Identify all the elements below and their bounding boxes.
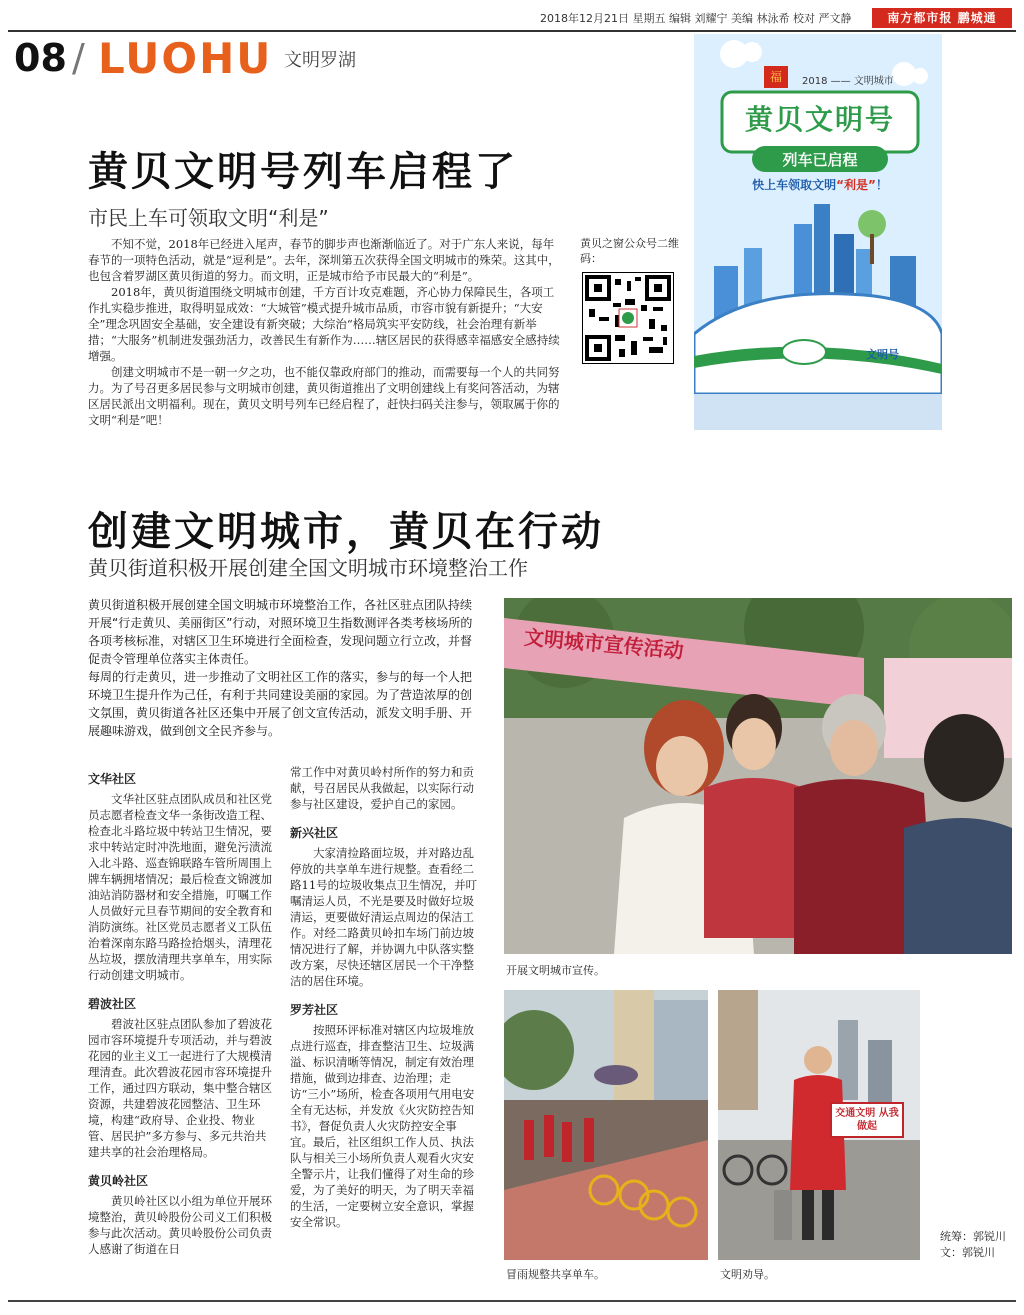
community-heading: 文华社区 [88, 772, 137, 786]
poster-slogan-prefix: 快上车领取文明 [752, 178, 837, 192]
community-heading: 罗芳社区 [290, 1003, 339, 1017]
community-text: 常工作中对黄贝岭村所作的努力和贡献，号召居民从我做起，以实际行动参与社区建设，爱护自己的家园。 [290, 765, 474, 811]
photo-sign-text: 交通文明 从我做起 [830, 1102, 904, 1138]
section-name: 文明罗湖 [284, 50, 356, 71]
poster-title: 黄贝文明号 [744, 103, 895, 136]
qr-code [582, 272, 674, 364]
article1-paragraph: 2018年，黄贝街道围绕文明城市创建，千方百计攻克难题，齐心协力保障民生，各项工作扎实稳步推进，取得明显成效：“大城管”模式提升城市品质，市容市貌有新提升；“大安全”理念巩固安全基础，安全建设有新突破；大综治“格局筑实平安防线，社会治理有新举措；“大服务”机制进发强劲活力，改善民生有新作为……辖区居民的获得感幸福感安全感持续增强。 [88, 285, 560, 363]
photo-banner-text: 文明城市宣传活动 [523, 625, 685, 663]
photo-bikes-scene [504, 990, 708, 1260]
lead-paragraph: 黄贝街道积极开展创建全国文明城市环境整治工作，各社区驻点团队持续开展“行走黄贝、美丽街区”行动，对照环境卫生指数测评各类考核场所的各项考核标准，对辖区卫生环境进行全面检查，发现问题立行立改，并督促责令管理单位落实主体责任。 [88, 598, 473, 666]
article1-subtitle: 市民上车可领取文明“利是” [88, 206, 329, 230]
poster-slogan [730, 176, 910, 193]
lead-paragraph: 每周的行走黄贝，进一步推动了文明社区工作的落实，参与的每一个人把环境卫生提升作为己任，有利于共同建设美丽的家园。为了营造浓厚的创文氛围，黄贝街道各社区还集中开展了创文宣传活动，派发文明手册、开展趣味游戏，做到创文全民齐参与。 [88, 670, 473, 738]
slash-divider: / [72, 36, 85, 80]
date-editor-line: 2018年12月21日 星期五 编辑 刘耀宁 美编 林泳希 校对 严文静 [540, 12, 852, 25]
photo-promotion [504, 598, 1012, 954]
article1-paragraph: 不知不觉，2018年已经进入尾声，春节的脚步声也渐渐临近了。对于广东人来说，每年春节的一项特色活动，就是“逗利是”。去年，深圳第五次获得全国文明城市的殊荣。这其中，也包含着罗湖区黄贝街道的努力。而文明，正是城市给予市民最大的“利是”。 [88, 237, 560, 283]
poster-year-line: 2018 —— 文明城市 [802, 76, 894, 87]
caption-bikes-photo: 冒雨规整共享单车。 [506, 1268, 605, 1281]
poster-subtitle: 列车已启程 [782, 151, 858, 169]
community-text: 大家清捡路面垃圾，并对路边乱停放的共享单车进行规整。查看经二路11号的垃圾收集点卫生情况，并叮嘱清运人员，不光是要及时做好垃圾清运，更要做好清运点周边的保洁工作。对经二路黄贝岭扣车场门前边坡情况进行了解，并协调九中队落实整改方案，尽快还辖区居民一个干净整洁的居住环境。 [290, 846, 478, 988]
qr-caption: 黄贝之窗公众号二维码： [580, 237, 679, 265]
column-2 [290, 764, 478, 1230]
poster-image [694, 34, 942, 430]
community-heading: 碧波社区 [88, 997, 137, 1011]
column-1 [88, 762, 276, 1257]
community-text: 按照环评标准对辖区内垃圾堆放点进行巡查，排查整洁卫生、垃圾满溢、标识清晰等情况，制定有效治理措施，做到边排查、边治理；走访“三小”场所，检查各项用气用电安全有无达标，并发放《火灾防控告知书》，督促负责人火灾防控安全事宜。最后，社区组织工作人员、执法队与相关三小场所负责人观看火灾安全警示片，让我们懂得了对生命的珍爱，为了美好的明天，为了明天幸福的生活，一定要树立安全意识，掌握安全常识。 [290, 1023, 475, 1229]
credit-coordinator: 统筹：郭锐川 [940, 1230, 1006, 1243]
article1-title: 黄贝文明号列车启程了 [88, 148, 518, 195]
photo-civility-guide [718, 990, 920, 1260]
footer-rule [8, 1300, 1016, 1302]
community-text: 黄贝岭社区以小组为单位开展环境整治，黄贝岭股份公司义工们积极参与此次活动。黄贝岭股份公司负责人感谢了街道在日 [88, 1194, 272, 1256]
credit-writer: 文：郭锐川 [940, 1246, 995, 1259]
header-rule [8, 30, 1016, 32]
article1-body [88, 236, 564, 428]
page-number: 08 [14, 36, 67, 80]
poster-fu-badge: 福 [764, 66, 788, 88]
article2-lead [88, 596, 480, 740]
community-text: 碧波社区驻点团队参加了碧波花园市容环境提升专项活动，并与碧波花园的业主义工一起进行了大规模清理清查。此次碧波花园市容环境提升工作，通过四方联动，集中整合辖区资源，共建碧波花园整洁、卫生环境，构建“政府导、企业投、物业管、居民护”多方参与、多元共治共建共享的社会治理格局。 [88, 1017, 272, 1159]
article1-paragraph: 创建文明城市不是一朝一夕之功，也不能仅靠政府部门的推动，而需要每一个人的共同努力。为了号召更多居民参与文明城市创建，黄贝街道推出了文明创建线上有奖问答活动，为辖区居民派出文明福利。现在，黄贝文明号列车已经启程了，赶快扫码关注参与，领取属于你的文明“利是”吧！ [88, 365, 560, 427]
community-heading: 新兴社区 [290, 826, 339, 840]
community-text: 文华社区驻点团队成员和社区党员志愿者检查文华一条街改造工程、检查北斗路垃圾中转站卫生情况，要求中转站定时冲洗地面，避免污渍流入北斗路、巡查锦联路车管所周围上牌车辆拥堵情况；最后检查文锦渡加油站消防器材和安全措施，叮嘱工作人员做好元旦春节期间的安全教育和消防演练。社区党员志愿者义工队伍治着深南东路马路捡拾烟头，清理花丛垃圾，摆放清理共享单车，用实际行动创建文明城市。 [88, 792, 272, 982]
caption-guide-photo: 文明劝导。 [720, 1268, 775, 1281]
poster-train-label: 文明号 [866, 348, 899, 361]
poster-slogan-suffix: ！ [875, 178, 888, 192]
poster-artwork [694, 34, 942, 430]
photo-bikes [504, 990, 708, 1260]
section-brand: LUOHU [98, 34, 273, 83]
community-heading: 黄贝岭社区 [88, 1174, 149, 1188]
article2-title: 创建文明城市，黄贝在行动 [88, 508, 604, 555]
article2-subtitle: 黄贝街道积极开展创建全国文明城市环境整治工作 [88, 556, 528, 580]
caption-main-photo: 开展文明城市宣传。 [506, 964, 605, 977]
poster-slogan-highlight: “利是” [836, 178, 876, 192]
newspaper-logo: 南方都市报 鹏城通 [872, 8, 1012, 28]
